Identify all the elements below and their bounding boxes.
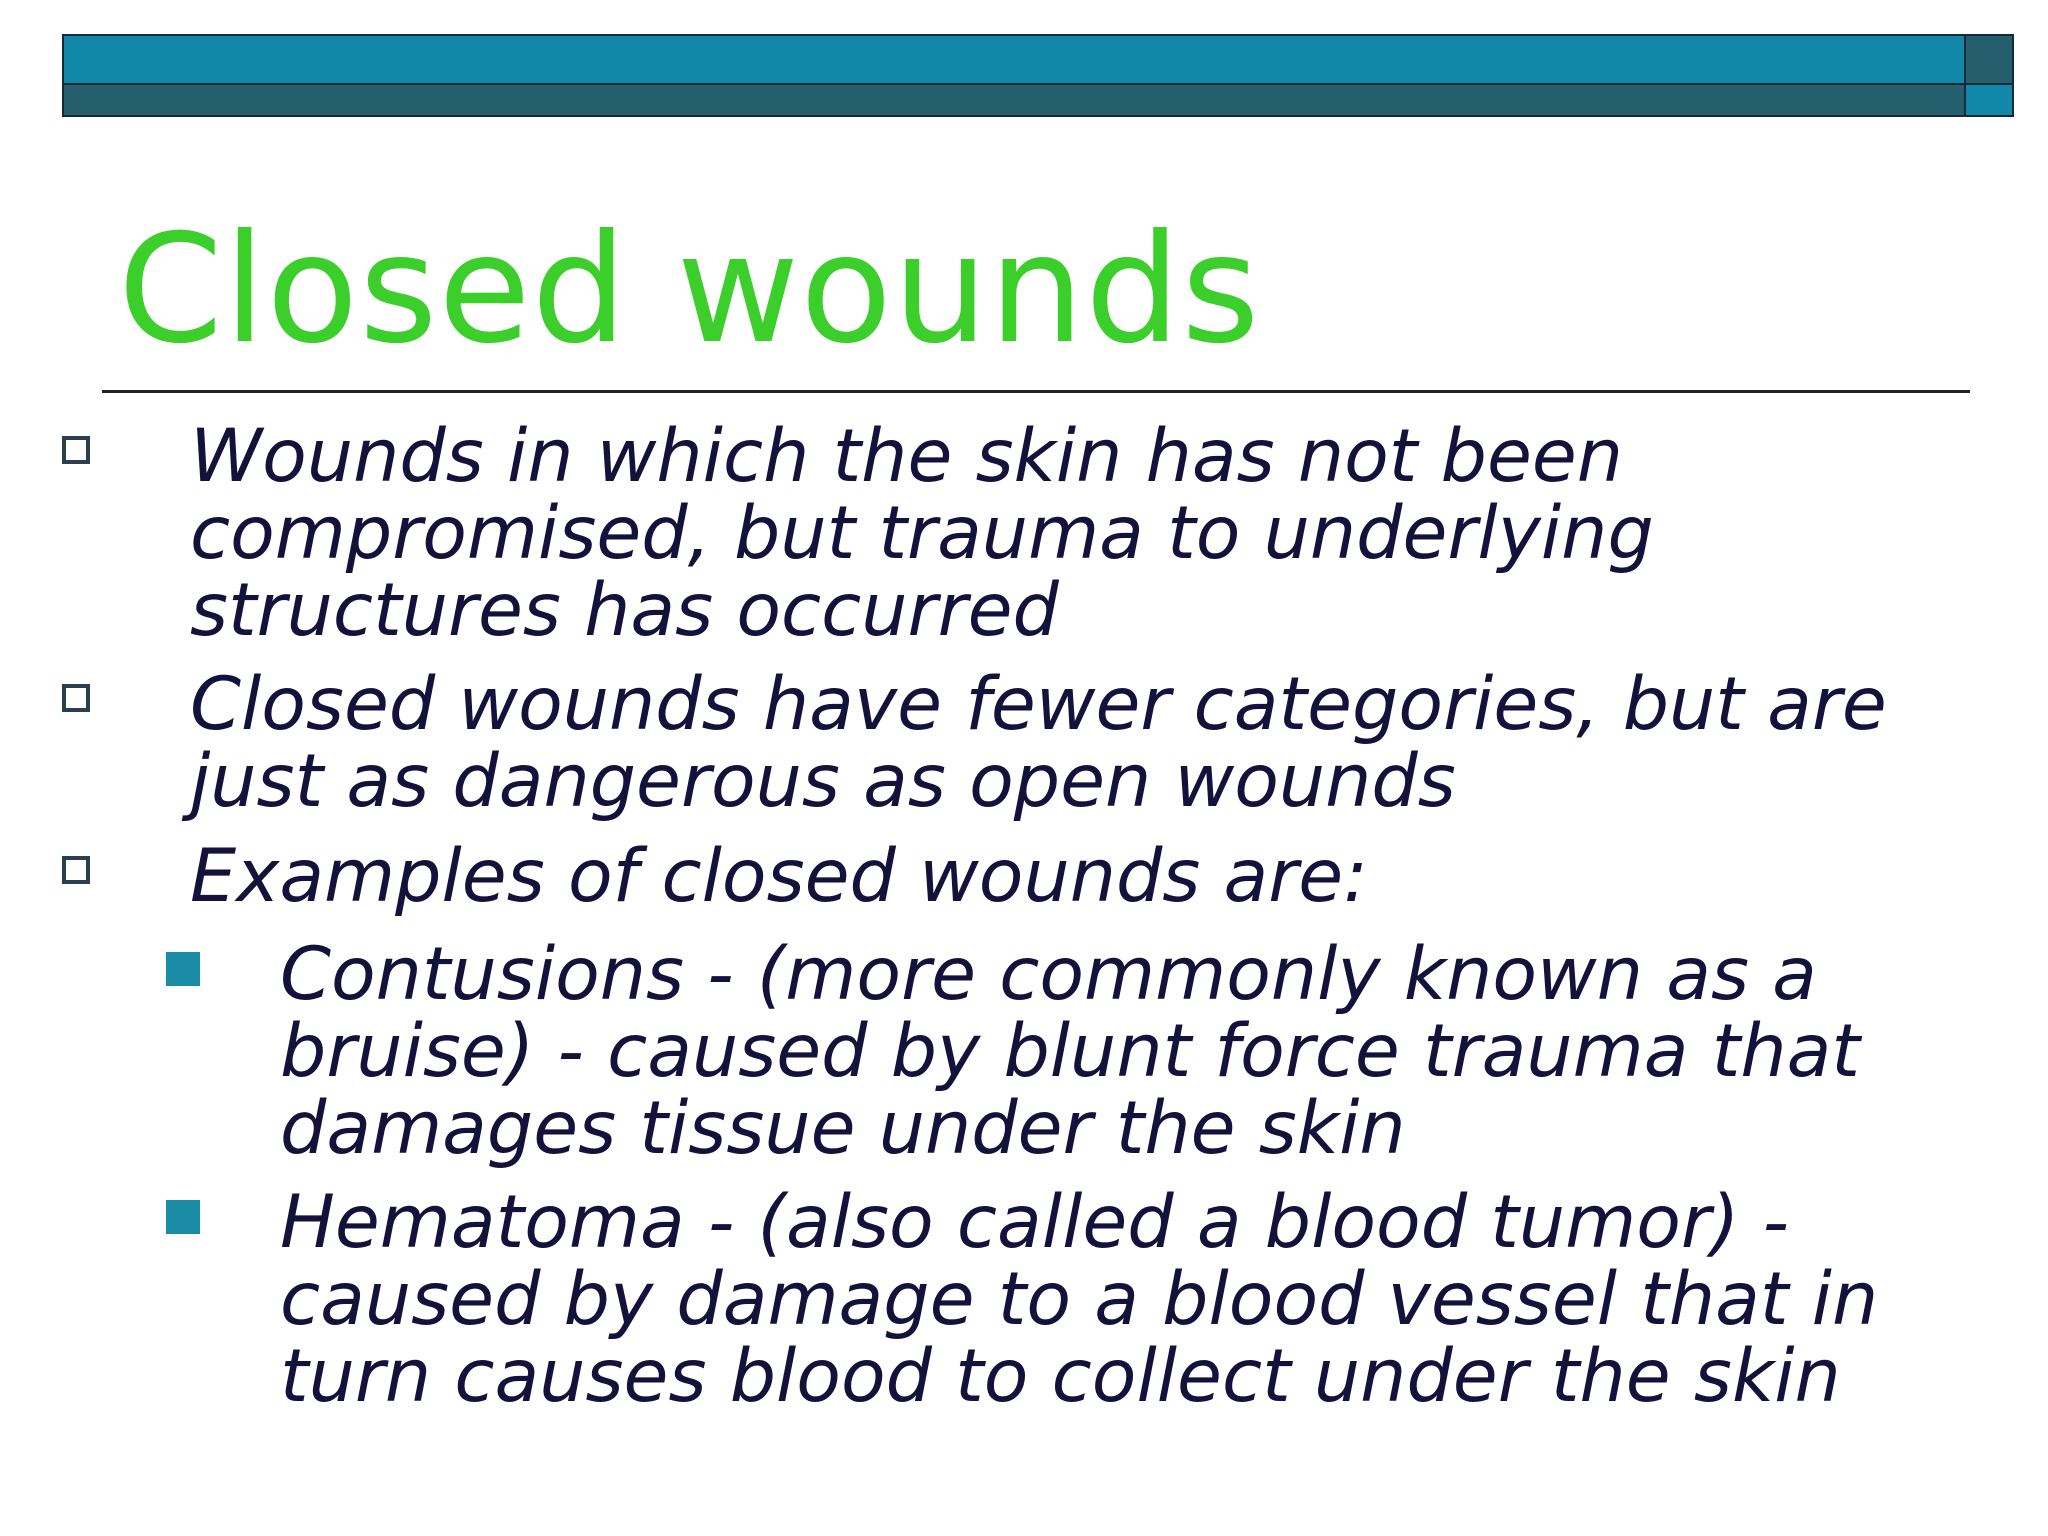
hollow-square-icon: [62, 856, 90, 884]
header-corner-block-bottom: [1964, 83, 2014, 117]
header-corner-block-top: [1964, 34, 2014, 85]
title-divider: [102, 390, 1970, 393]
bullet-item-2: Closed wounds have fewer categories, but are just as dangerous as open wounds: [190, 662, 1887, 824]
slide-title: Closed wounds: [118, 203, 1261, 377]
hollow-square-icon: [62, 436, 90, 464]
sub-bullet-item-1: Contusions - (more commonly known as a bruise) - caused by blunt force trauma that damages tissue under the skin: [280, 932, 1860, 1171]
bullet-item-1: Wounds in which the skin has not been compromised, but trauma to underlying structures has occurred: [190, 414, 1654, 653]
hollow-square-icon: [62, 684, 90, 712]
sub-bullet-item-2: Hematoma - (also called a blood tumor) - caused by damage to a blood vessel that in turn causes blood to collect under the skin: [280, 1180, 1879, 1419]
filled-square-icon: [166, 952, 200, 986]
filled-square-icon: [166, 1200, 200, 1234]
header-bar-top: [62, 34, 1966, 85]
bullet-item-3: Examples of closed wounds are:: [190, 834, 1368, 919]
header-bar-bottom: [62, 83, 1966, 117]
